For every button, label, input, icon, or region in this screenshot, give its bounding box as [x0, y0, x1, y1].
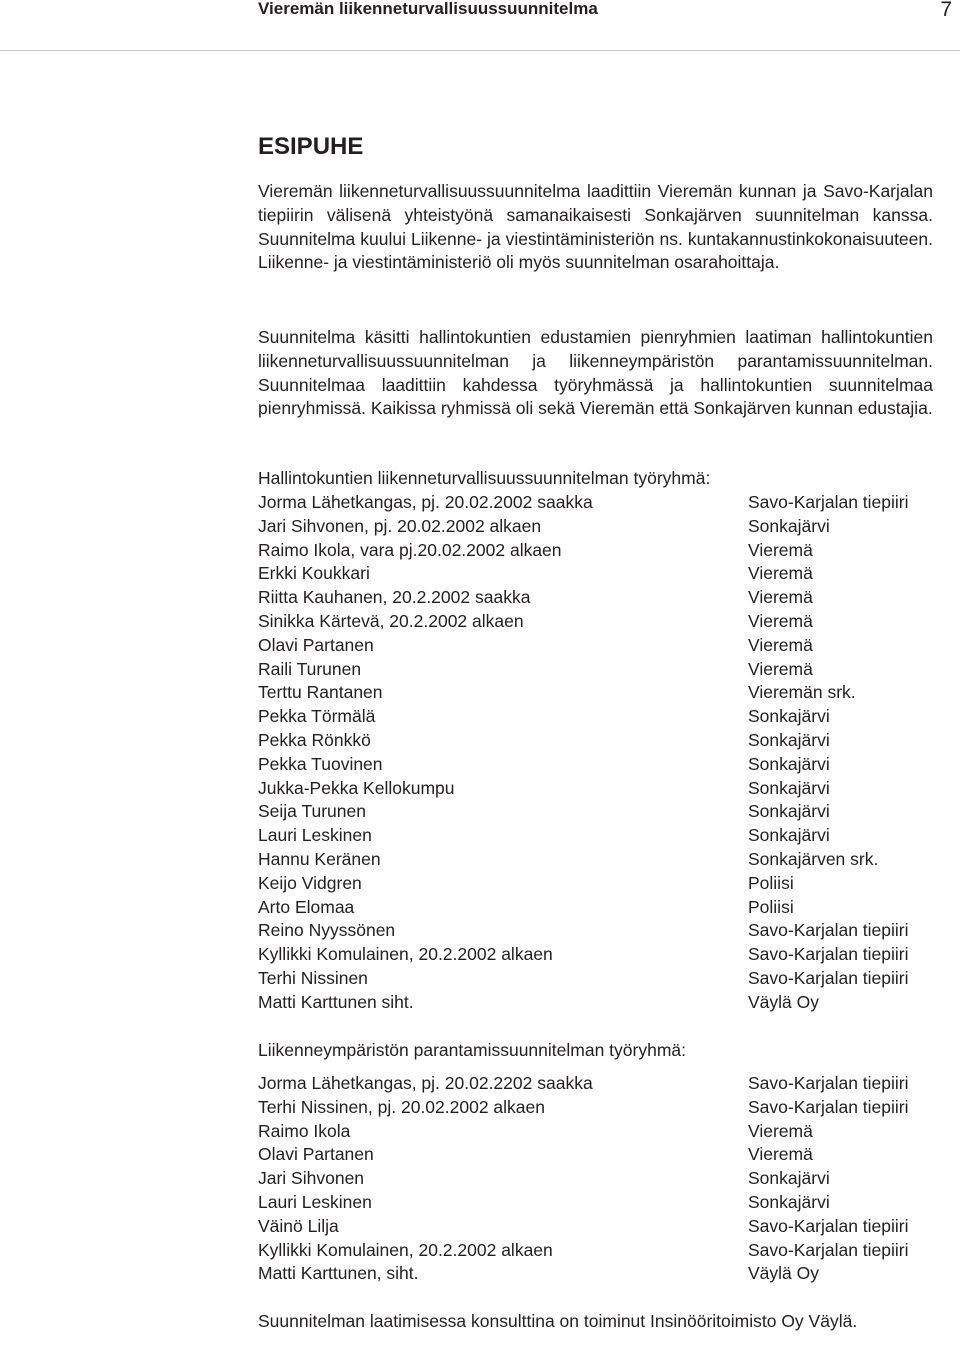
member-name: Kyllikki Komulainen, 20.2.2002 alkaen [258, 1239, 553, 1260]
member-organization: Väylä Oy [748, 991, 819, 1012]
member-row [258, 681, 958, 705]
section-heading: ESIPUHE [258, 133, 364, 160]
member-row [258, 491, 958, 515]
member-name: Raili Turunen [258, 658, 362, 679]
member-organization: Sonkajärvi [748, 706, 830, 727]
member-name: Olavi Partanen [258, 634, 374, 655]
member-organization: Vieremä [748, 634, 813, 655]
member-organization: Savo-Karjalan tiepiiri [748, 967, 909, 988]
member-row [258, 1262, 958, 1286]
member-organization: Sonkajärven srk. [748, 848, 879, 869]
member-name: Pekka Rönkkö [258, 729, 371, 750]
member-row [258, 943, 958, 967]
member-name: Hannu Keränen [258, 848, 381, 869]
member-organization: Sonkajärvi [748, 801, 830, 822]
member-row [258, 1167, 958, 1191]
member-row [258, 610, 958, 634]
member-row [258, 967, 958, 991]
member-name: Pekka Törmälä [258, 706, 376, 727]
member-organization: Sonkajärvi [748, 515, 830, 536]
member-row [258, 562, 958, 586]
second-paragraph: Suunnitelma käsitti hallintokuntien edustamien pienryhmien laatiman hallintokuntien liikenneturvallisuussuunnitelman ja liikenneympäristön parantamissuunnitelman. Suunnitelmaa laadittiin kahdessa työryhmässä ja hallintokuntien suunnitelmaa pienryhmissä. Kaikissa ryhmissä oli sekä Vieremän että Sonkajärven kunnan edustajia. [258, 327, 933, 419]
member-list [258, 1072, 958, 1286]
page-content [258, 130, 933, 1331]
member-organization: Vieremä [748, 610, 813, 631]
group-title: Liikenneympäristön parantamissuunnitelman työryhmä: [258, 1040, 686, 1060]
member-row [258, 705, 958, 729]
member-name: Sinikka Kärtevä, 20.2.2002 alkaen [258, 610, 524, 631]
member-organization: Poliisi [748, 896, 794, 917]
member-name: Lauri Leskinen [258, 1191, 372, 1212]
member-row [258, 515, 958, 539]
member-name: Riitta Kauhanen, 20.2.2002 saakka [258, 587, 531, 608]
member-row [258, 824, 958, 848]
member-row [258, 800, 958, 824]
member-organization: Savo-Karjalan tiepiiri [748, 1073, 909, 1093]
member-organization: Savo-Karjalan tiepiiri [748, 944, 909, 965]
member-row [258, 848, 958, 872]
member-name: Olavi Partanen [258, 1144, 374, 1165]
member-organization: Vieremä [748, 1120, 813, 1141]
member-row [258, 753, 958, 777]
member-row [258, 1215, 958, 1239]
member-row [258, 991, 958, 1015]
member-list [258, 491, 958, 1015]
member-row [258, 586, 958, 610]
member-name: Matti Karttunen siht. [258, 991, 414, 1012]
member-organization: Vieremän srk. [748, 682, 856, 703]
member-name: Terhi Nissinen, pj. 20.02.2002 alkaen [258, 1096, 545, 1117]
member-organization: Sonkajärvi [748, 1168, 830, 1189]
member-name: Matti Karttunen, siht. [258, 1263, 419, 1284]
member-row [258, 1120, 958, 1144]
member-row [258, 777, 958, 801]
member-organization: Vieremä [748, 1144, 813, 1165]
member-name: Terhi Nissinen [258, 967, 368, 988]
member-organization: Savo-Karjalan tiepiiri [748, 1215, 909, 1236]
member-name: Erkki Koukkari [258, 563, 370, 584]
member-row [258, 1191, 958, 1215]
member-organization: Vieremä [748, 563, 813, 584]
member-name: Jorma Lähetkangas, pj. 20.02.2002 saakka [258, 492, 593, 512]
member-organization: Vieremä [748, 658, 813, 679]
member-organization: Sonkajärvi [748, 729, 830, 750]
member-organization: Savo-Karjalan tiepiiri [748, 1239, 909, 1260]
member-name: Terttu Rantanen [258, 682, 383, 703]
member-row [258, 1072, 958, 1096]
member-organization: Sonkajärvi [748, 777, 830, 798]
member-name: Lauri Leskinen [258, 825, 372, 846]
member-row [258, 634, 958, 658]
member-name: Raimo Ikola [258, 1120, 351, 1141]
member-row [258, 658, 958, 682]
member-organization: Savo-Karjalan tiepiiri [748, 1096, 909, 1117]
member-organization: Savo-Karjalan tiepiiri [748, 920, 909, 941]
member-organization: Vieremä [748, 587, 813, 608]
member-row [258, 896, 958, 920]
member-row [258, 872, 958, 896]
member-row [258, 919, 958, 943]
group-title: Hallintokuntien liikenneturvallisuussuunnitelman työryhmä: [258, 468, 711, 488]
member-name: Seija Turunen [258, 801, 366, 822]
member-name: Raimo Ikola, vara pj.20.02.2002 alkaen [258, 539, 562, 560]
member-row [258, 729, 958, 753]
member-organization: Väylä Oy [748, 1263, 819, 1284]
member-name: Pekka Tuovinen [258, 753, 383, 774]
running-header [0, 0, 960, 51]
member-name: Jari Sihvonen [258, 1168, 365, 1189]
member-organization: Poliisi [748, 872, 794, 893]
member-organization: Sonkajärvi [748, 1191, 830, 1212]
member-organization: Vieremä [748, 539, 813, 560]
member-organization: Savo-Karjalan tiepiiri [748, 492, 909, 512]
member-row [258, 539, 958, 563]
closing-paragraph: Suunnitelman laatimisessa konsulttina on toiminut Insinööritoimisto Oy Väylä. [258, 1311, 858, 1331]
member-name: Jorma Lähetkangas, pj. 20.02.2202 saakka [258, 1073, 593, 1093]
member-name: Keijo Vidgren [258, 872, 362, 893]
member-organization: Sonkajärvi [748, 753, 830, 774]
member-row [258, 1143, 958, 1167]
member-name: Kyllikki Komulainen, 20.2.2002 alkaen [258, 944, 553, 965]
page-number: 7 [940, 0, 952, 21]
intro-paragraph: Vieremän liikenneturvallisuussuunnitelma laadittiin Vieremän kunnan ja Savo-Karjalan tiepiirin välisenä yhteistyönä samanaikaisesti Sonkajärven suunnitelman kanssa. Suunnitelma kuului Liikenne- ja viestintäministeriön ns. kuntakannustinkokonaisuuteen. Liikenne- ja viestintäministeriö oli myös suunnitelman osarahoittaja. [258, 181, 933, 273]
member-row [258, 1096, 958, 1120]
member-name: Reino Nyyssönen [258, 920, 396, 941]
member-name: Jari Sihvonen, pj. 20.02.2002 alkaen [258, 515, 542, 536]
member-name: Arto Elomaa [258, 896, 355, 917]
member-name: Jukka-Pekka Kellokumpu [258, 777, 455, 798]
member-organization: Sonkajärvi [748, 825, 830, 846]
member-row [258, 1239, 958, 1263]
document-title: Vieremän liikenneturvallisuussuunnitelma [258, 0, 598, 18]
member-name: Väinö Lilja [258, 1215, 339, 1236]
